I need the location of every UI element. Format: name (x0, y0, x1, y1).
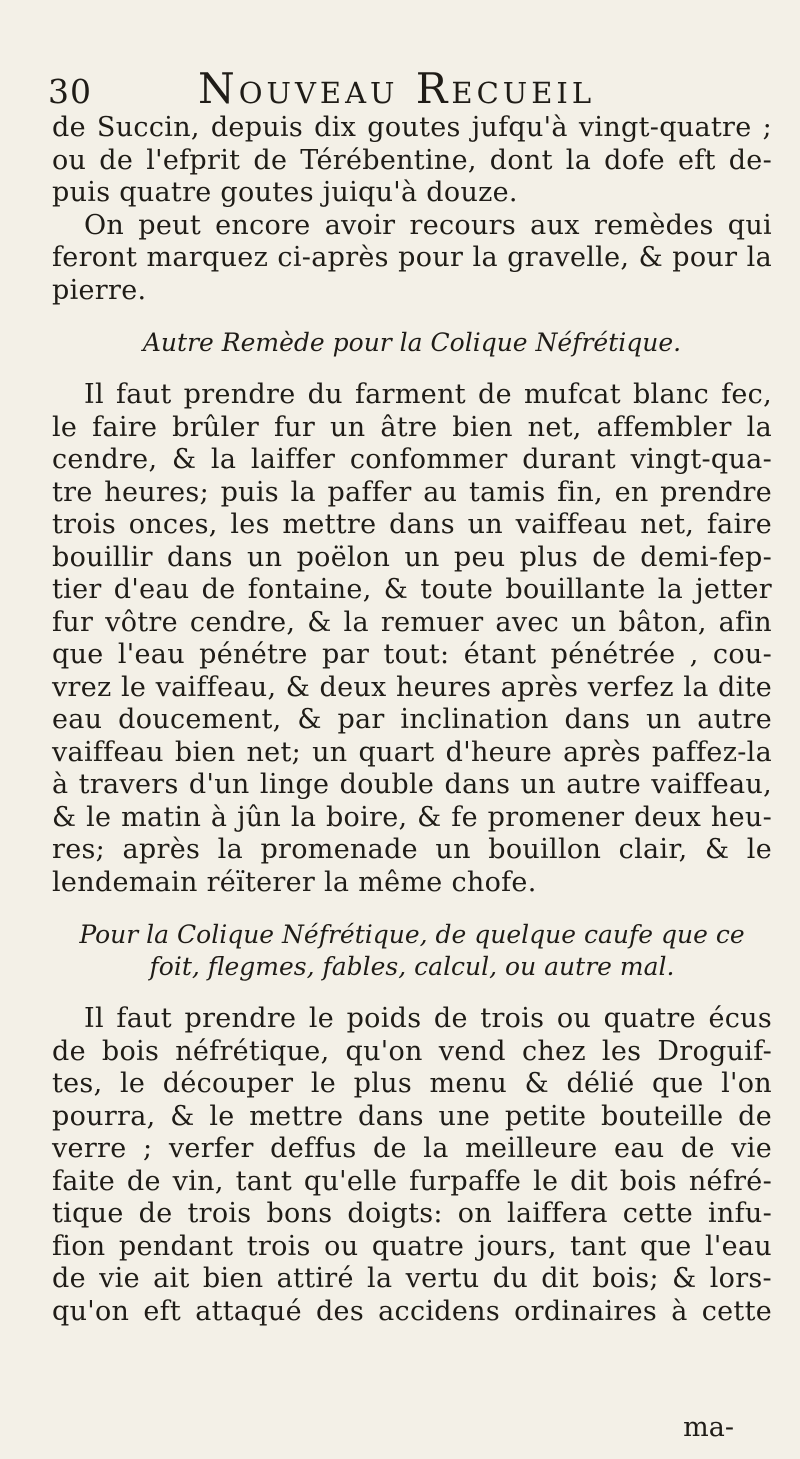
text-line: res; après la promenade un bouillon clair, & le (52, 834, 772, 865)
text-line: On peut encore avoir recours aux remèdes qui (84, 209, 772, 241)
text-line: cendre, & la laiffer confommer durant vingt-qua- (52, 444, 772, 475)
text-line: faite de vin, tant qu'elle furpaffe le dit bois néfré- (52, 1165, 772, 1197)
text-line: fur vôtre cendre, & la remuer avec un bâton, afin (52, 606, 772, 638)
text-line: eau doucement, & par inclination dans un autre (52, 704, 772, 735)
section-heading: Autre Remède pour la Colique Néfrétique. (142, 328, 682, 357)
text-line: à travers d'un linge double dans un autre vaiffeau, (52, 769, 772, 800)
text-line: Il faut prendre du farment de mufcat blanc fec, (84, 379, 772, 410)
section-heading: Pour la Colique Néfrétique, de quelque caufe que ce (79, 920, 745, 949)
text-line: verre ; verfer deffus de la meilleure eau de vie (52, 1133, 772, 1164)
text-line: & le matin à jûn la boire, & fe promener deux heu- (52, 801, 772, 833)
text-line: pierre. (52, 274, 147, 306)
text-line: de bois néfrétique, qu'on vend chez les Droguif- (52, 1035, 772, 1067)
text-line: de Succin, depuis dix goutes jufqu'à vingt-quatre ; (52, 112, 772, 143)
text-line: de vie ait bien attiré la vertu du dit bois; & lors- (52, 1263, 772, 1294)
text-line: feront marquez ci-après pour la gravelle, & pour la (52, 242, 772, 273)
text-line: puis quatre goutes juiqu'à douze. (52, 177, 518, 208)
body-text (52, 112, 772, 1328)
text-line: fion pendant trois ou quatre jours, tant que l'eau (52, 1230, 772, 1262)
text-line: vaiffeau bien net; un quart d'heure après paffez-la (52, 736, 772, 768)
text-line: tes, le découper le plus menu & délié que l'on (52, 1068, 772, 1099)
text-line: pourra, & le mettre dans une petite bouteille de (52, 1100, 772, 1132)
text-line: tique de trois bons doigts: on laiffera cette infu- (52, 1198, 772, 1229)
text-line: Il faut prendre le poids de trois ou quatre écus (84, 1003, 772, 1034)
text-line: le faire brûler fur un âtre bien net, affembler la (52, 411, 772, 443)
text-line: trois onces, les mettre dans un vaiffeau net, faire (52, 509, 772, 540)
text-line: tier d'eau de fontaine, & toute bouillante la jetter (52, 574, 772, 605)
running-title: Nouveau Recueil (198, 64, 596, 113)
text-line: tre heures; puis la paffer au tamis fin, en prendre (52, 476, 772, 508)
catchword: ma- (683, 1412, 734, 1443)
text-line: lendemain réïterer la même chofe. (52, 866, 537, 898)
text-line: qu'on eft attaqué des accidens ordinaires à cette (52, 1295, 772, 1327)
text-line: que l'eau pénétre par tout: étant pénétrée , cou- (52, 639, 772, 670)
section-heading: foit, flegmes, fables, calcul, ou autre mal. (149, 952, 675, 981)
page-number: 30 (48, 72, 92, 111)
page-header (48, 64, 768, 114)
text-line: bouillir dans un poëlon un peu plus de demi-fep- (52, 541, 772, 573)
text-line: vrez le vaiffeau, & deux heures après verfez la dite (52, 671, 772, 703)
text-line: ou de l'efprit de Térébentine, dont la dofe eft de- (52, 144, 772, 176)
